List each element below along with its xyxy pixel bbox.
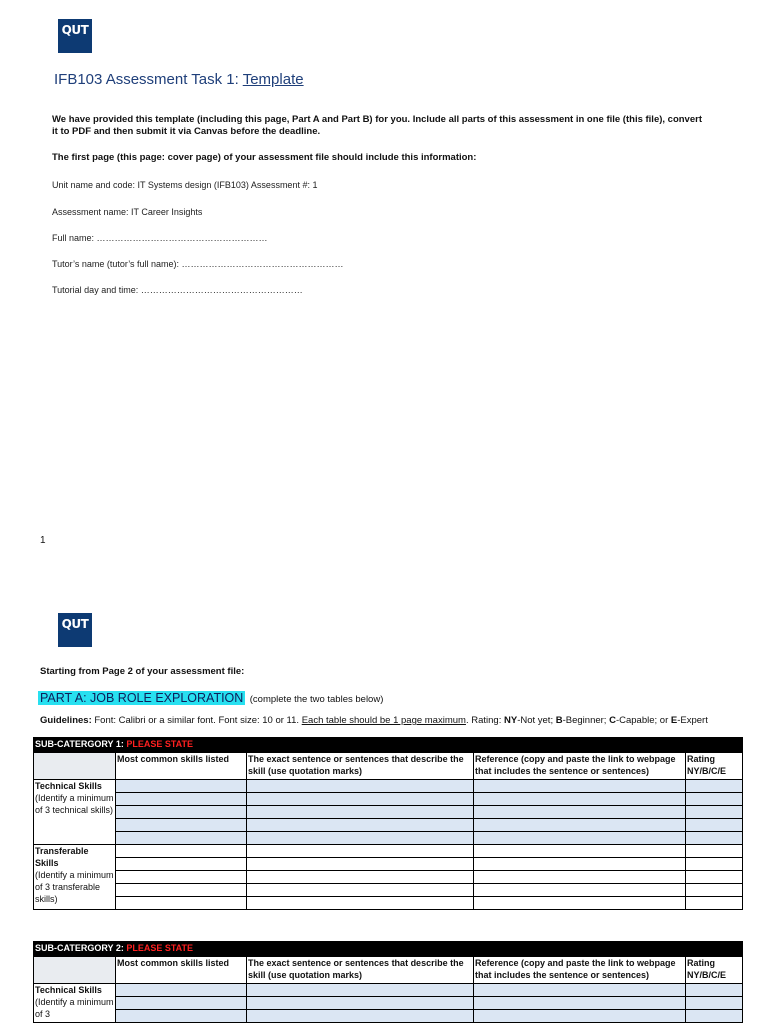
- intro-paragraph: We have provided this template (including this page, Part A and Part B) for you. Include all parts of this assessment in one file (this file), convert it to PDF and then submit it via Canvas before the deadline.: [52, 114, 702, 137]
- guidelines-text: Font: Calibri or a similar font. Font size: 10 or 11.: [94, 715, 302, 726]
- input-cell[interactable]: [247, 997, 474, 1010]
- input-cell[interactable]: [686, 897, 743, 910]
- input-cell[interactable]: [474, 845, 686, 858]
- unit-field: Unit name and code: IT Systems design (IFB103) Assessment #: 1: [52, 180, 318, 190]
- rating-c-desc: -Capable; or: [615, 715, 671, 726]
- input-cell[interactable]: [247, 884, 474, 897]
- tutorial-time-field: Tutorial day and time: ………………………………………………: [52, 285, 303, 295]
- input-cell[interactable]: [247, 1010, 474, 1023]
- input-cell[interactable]: [116, 832, 247, 845]
- technical-title: Technical Skills: [35, 781, 102, 791]
- subcategory-label: SUB-CATERGORY 1:: [35, 739, 127, 749]
- input-cell[interactable]: [116, 997, 247, 1010]
- transferable-skills-label: [34, 845, 116, 910]
- input-cell[interactable]: [116, 884, 247, 897]
- input-cell[interactable]: [116, 858, 247, 871]
- col-rating: Rating NY/B/C/E: [686, 957, 743, 984]
- input-cell[interactable]: [686, 819, 743, 832]
- input-cell[interactable]: [116, 845, 247, 858]
- skills-table-2: [33, 941, 743, 1023]
- input-cell[interactable]: [116, 793, 247, 806]
- technical-skills-label: [34, 984, 116, 1023]
- col-reference: Reference (copy and paste the link to webpage that includes the sentence or sentences): [474, 957, 686, 984]
- please-state: PLEASE STATE: [126, 739, 194, 749]
- qut-logo-page2: QUT: [58, 613, 92, 647]
- tutor-name-field: Tutor’s name (tutor’s full name): ………………………………………………: [52, 259, 344, 269]
- input-cell[interactable]: [116, 897, 247, 910]
- cover-note: The first page (this page: cover page) of your assessment file should include this information:: [52, 152, 477, 163]
- technical-skills-label: [34, 780, 116, 845]
- transferable-desc: (Identify a minimum of 3 transferable skills): [35, 870, 114, 904]
- input-cell[interactable]: [474, 793, 686, 806]
- input-cell[interactable]: [247, 858, 474, 871]
- input-cell[interactable]: [474, 806, 686, 819]
- input-cell[interactable]: [686, 832, 743, 845]
- input-cell[interactable]: [247, 806, 474, 819]
- rating-c: C: [609, 715, 616, 726]
- rating-b: B: [555, 715, 563, 726]
- col-rating: Rating NY/B/C/E: [686, 753, 743, 780]
- input-cell[interactable]: [474, 832, 686, 845]
- part-a-note: (complete the two tables below): [249, 694, 384, 705]
- input-cell[interactable]: [686, 984, 743, 997]
- input-cell[interactable]: [116, 984, 247, 997]
- title-prefix: IFB103 Assessment Task 1:: [54, 71, 243, 88]
- input-cell[interactable]: [247, 780, 474, 793]
- input-cell[interactable]: [247, 793, 474, 806]
- page-title: [54, 71, 304, 88]
- input-cell[interactable]: [474, 897, 686, 910]
- input-cell[interactable]: [686, 997, 743, 1010]
- technical-desc: (Identify a minimum of 3: [35, 997, 114, 1019]
- col-sentence: The exact sentence or sentences that describe the skill (use quotation marks): [247, 753, 474, 780]
- col-skills: Most common skills listed: [116, 957, 247, 984]
- starting-note: Starting from Page 2 of your assessment file:: [40, 666, 245, 677]
- subcategory-label: SUB-CATERGORY 2:: [35, 943, 127, 953]
- input-cell[interactable]: [686, 845, 743, 858]
- part-a-heading: [38, 689, 383, 707]
- input-cell[interactable]: [474, 1010, 686, 1023]
- input-cell[interactable]: [247, 832, 474, 845]
- technical-desc: (Identify a minimum of 3 technical skills): [35, 793, 114, 815]
- input-cell[interactable]: [686, 806, 743, 819]
- col-reference: Reference (copy and paste the link to webpage that includes the sentence or sentences): [474, 753, 686, 780]
- technical-title: Technical Skills: [35, 985, 102, 995]
- input-cell[interactable]: [247, 819, 474, 832]
- input-cell[interactable]: [116, 871, 247, 884]
- full-name-field: Full name: …………………………………………………: [52, 233, 268, 243]
- col-skills: Most common skills listed: [116, 753, 247, 780]
- rating-b-desc: -Beginner;: [562, 715, 610, 726]
- please-state: PLEASE STATE: [126, 943, 194, 953]
- col-sentence: The exact sentence or sentences that describe the skill (use quotation marks): [247, 957, 474, 984]
- guidelines-label: Guidelines:: [40, 715, 92, 726]
- qut-logo: QUT: [58, 19, 92, 53]
- input-cell[interactable]: [474, 819, 686, 832]
- input-cell[interactable]: [247, 897, 474, 910]
- guidelines: [40, 715, 760, 726]
- input-cell[interactable]: [686, 1010, 743, 1023]
- input-cell[interactable]: [116, 819, 247, 832]
- input-cell[interactable]: [686, 884, 743, 897]
- input-cell[interactable]: [116, 780, 247, 793]
- input-cell[interactable]: [247, 845, 474, 858]
- assessment-name-field: Assessment name: IT Career Insights: [52, 207, 203, 217]
- input-cell[interactable]: [686, 793, 743, 806]
- table-header: [34, 942, 743, 957]
- input-cell[interactable]: [116, 1010, 247, 1023]
- page-number: 1: [40, 535, 46, 546]
- input-cell[interactable]: [247, 984, 474, 997]
- skills-table-1: [33, 737, 743, 910]
- input-cell[interactable]: [686, 780, 743, 793]
- input-cell[interactable]: [474, 858, 686, 871]
- guidelines-underlined: Each table should be 1 page maximum: [301, 715, 466, 726]
- input-cell[interactable]: [474, 780, 686, 793]
- rating-ny-desc: -Not yet;: [517, 715, 556, 726]
- template-link[interactable]: Template: [242, 71, 304, 88]
- input-cell[interactable]: [686, 858, 743, 871]
- rating-e: E: [670, 715, 678, 726]
- empty-corner: [34, 957, 116, 984]
- table-header: [34, 738, 743, 753]
- input-cell[interactable]: [686, 871, 743, 884]
- input-cell[interactable]: [116, 806, 247, 819]
- part-a-label: PART A: JOB ROLE EXPLORATION: [40, 691, 244, 705]
- guidelines-rating-label: . Rating:: [465, 715, 504, 726]
- transferable-title: Transferable Skills: [35, 846, 89, 868]
- input-cell[interactable]: [474, 884, 686, 897]
- input-cell[interactable]: [247, 871, 474, 884]
- input-cell[interactable]: [474, 871, 686, 884]
- input-cell[interactable]: [474, 997, 686, 1010]
- rating-e-desc: -Expert: [677, 715, 708, 726]
- rating-ny: NY: [503, 715, 518, 726]
- empty-corner: [34, 753, 116, 780]
- input-cell[interactable]: [474, 984, 686, 997]
